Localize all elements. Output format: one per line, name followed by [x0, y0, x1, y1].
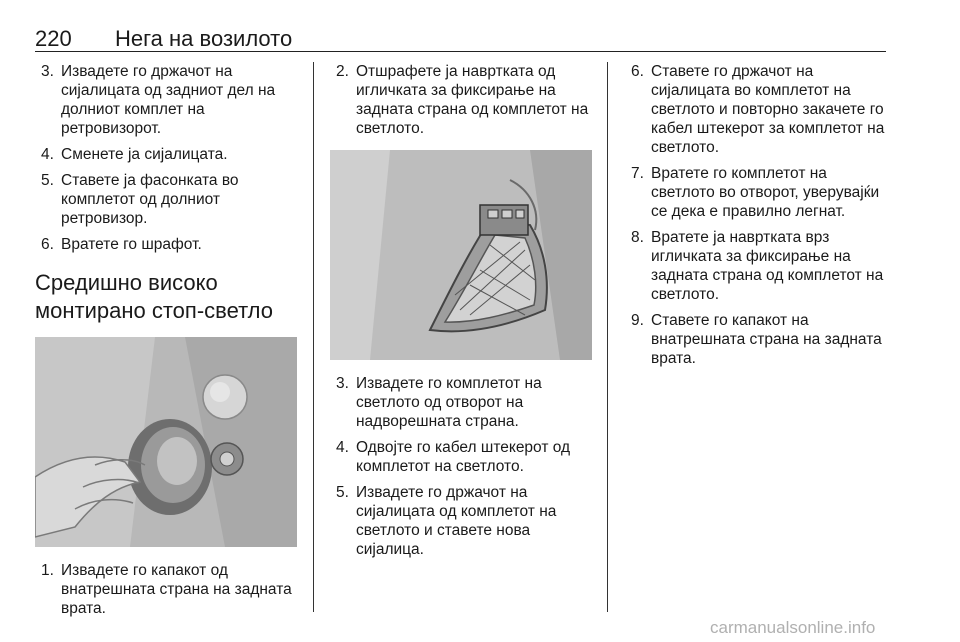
- step-number: 3.: [336, 375, 349, 392]
- column-3: [625, 62, 890, 375]
- page-title: Нега на возилото: [115, 26, 293, 51]
- list-item: [625, 62, 890, 157]
- step-number: 8.: [631, 229, 644, 246]
- column-divider-2: [607, 62, 608, 612]
- step-number: 6.: [41, 236, 54, 253]
- column-divider-1: [313, 62, 314, 612]
- figure-light-assembly: [330, 150, 592, 360]
- steps-list-bottom: [330, 374, 592, 559]
- steps-list-bottom: [35, 561, 297, 618]
- section-title-line-2: монтирано стоп-светло: [35, 298, 274, 323]
- step-number: 3.: [41, 63, 54, 80]
- section-title: [35, 269, 297, 325]
- steps-list-top: [35, 62, 297, 254]
- list-item: [35, 235, 297, 254]
- section-title-line-1: Средишно високо: [35, 270, 218, 295]
- steps-list: [625, 62, 890, 368]
- list-item: [625, 164, 890, 221]
- column-2: [330, 62, 592, 566]
- step-number: 4.: [41, 146, 54, 163]
- watermark: carmanualsonline.info: [710, 618, 876, 637]
- step-text: Одвојте го кабел штекерот од комплетот на светлото.: [356, 439, 571, 475]
- page-number: 220: [35, 26, 72, 51]
- step-text: Извадете го капакот од внатрешната страна на задната врата.: [61, 562, 292, 617]
- list-item: [330, 374, 592, 431]
- list-item: [330, 438, 592, 476]
- step-text: Извадете го држачот на сијалицата од комплетот на светлото и ставете нова сијалица.: [356, 484, 557, 558]
- step-text: Извадете го држачот на сијалицата од задниот дел на долниот комплет на ретровизорот.: [61, 63, 276, 137]
- header-rule: [35, 51, 886, 52]
- list-item: [35, 561, 297, 618]
- figure-cover-removal: [35, 337, 297, 547]
- list-item: [625, 311, 890, 368]
- column-1: [35, 62, 297, 625]
- step-number: 5.: [336, 484, 349, 501]
- step-number: 9.: [631, 312, 644, 329]
- list-item: [35, 62, 297, 138]
- step-text: Вратете го комплетот на светлото во отворот, уверувајќи се дека е правилно легнат.: [651, 165, 880, 220]
- list-item: [330, 62, 592, 138]
- list-item: [330, 483, 592, 559]
- step-text: Сменете ја сијалицата.: [61, 146, 228, 163]
- step-number: 1.: [41, 562, 54, 579]
- list-item: [35, 145, 297, 164]
- step-text: Отшрафете ја навртката од игличката за фиксирање на задната страна од комплетот на светлото.: [356, 63, 589, 137]
- step-text: Ставете го капакот на внатрешната страна на задната врата.: [651, 312, 882, 367]
- figure-illustration: [330, 150, 592, 360]
- step-number: 5.: [41, 172, 54, 189]
- step-text: Извадете го комплетот на светлото од отворот на надворешната страна.: [356, 375, 542, 430]
- step-text: Вратете го шрафот.: [61, 236, 202, 253]
- step-text: Ставете ја фасонката во комплетот од долниот ретровизор.: [61, 172, 239, 227]
- step-text: Ставете го држачот на сијалицата во комплетот на светлото и повторно закачете го кабел штекерот за комплетот на светлото.: [651, 63, 885, 156]
- page-header: [35, 26, 885, 52]
- step-number: 2.: [336, 63, 349, 80]
- steps-list-top: [330, 62, 592, 138]
- figure-illustration: [35, 337, 297, 547]
- step-number: 6.: [631, 63, 644, 80]
- step-number: 7.: [631, 165, 644, 182]
- step-number: 4.: [336, 439, 349, 456]
- list-item: [35, 171, 297, 228]
- step-text: Вратете ја навртката врз игличката за фиксирање на задната страна од комплетот на светлото.: [651, 229, 884, 303]
- list-item: [625, 228, 890, 304]
